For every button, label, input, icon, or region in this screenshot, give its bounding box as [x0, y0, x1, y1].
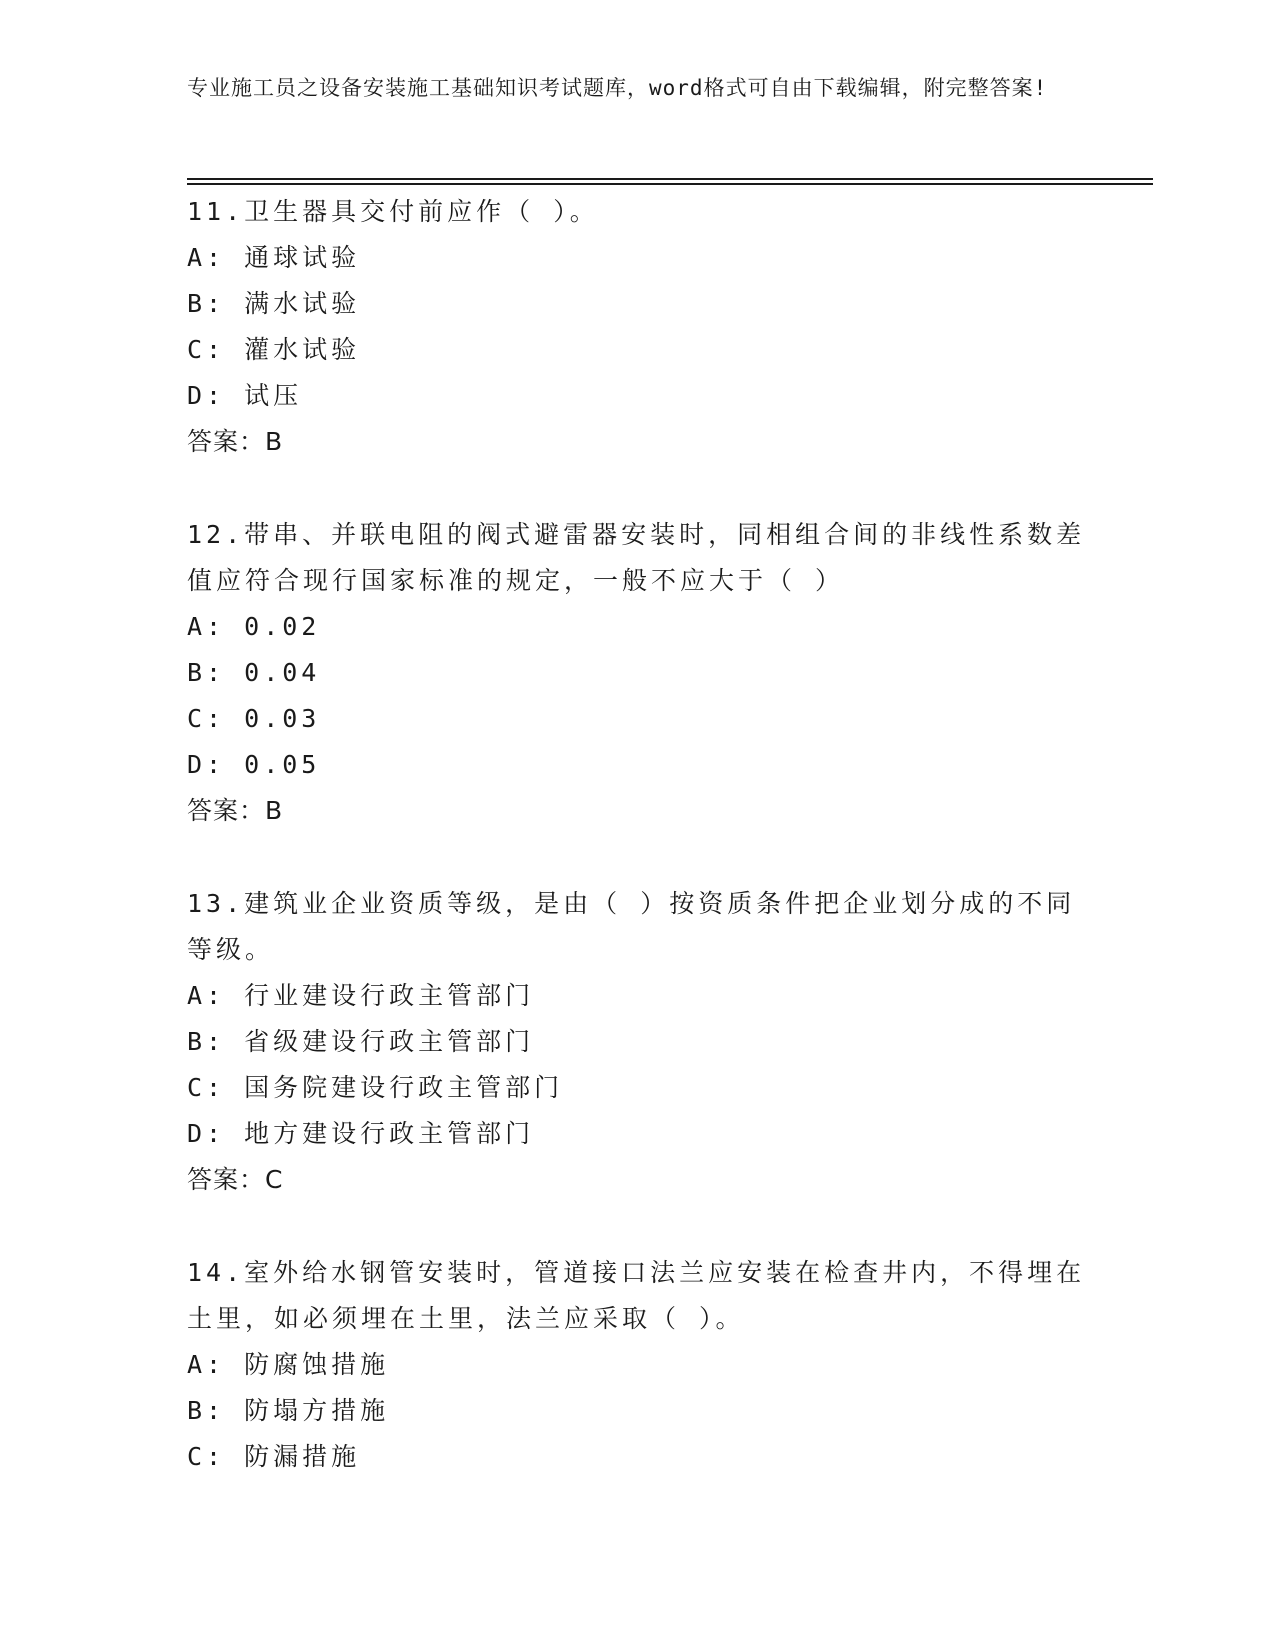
- document-header-note: 专业施工员之设备安装施工基础知识考试题库，word格式可自由下载编辑，附完整答案!: [187, 76, 1048, 100]
- option-b: B: 防塌方措施: [187, 1396, 390, 1425]
- answer-line: 答案：C: [187, 1165, 284, 1194]
- option-c: C: 防漏措施: [187, 1442, 361, 1471]
- option-d: D: 地方建设行政主管部门: [187, 1119, 535, 1148]
- answer-line: 答案：B: [187, 427, 284, 456]
- question-13: [187, 881, 1087, 1203]
- question-stem: 13.建筑业企业资质等级，是由（ ）按资质条件把企业划分成的不同等级。: [187, 889, 1076, 964]
- question-12: [187, 512, 1087, 834]
- header-divider-top: [187, 178, 1153, 180]
- question-spacer: [187, 1203, 1087, 1250]
- option-b: B: 满水试验: [187, 289, 361, 318]
- question-11: [187, 189, 1087, 465]
- question-spacer: [187, 465, 1087, 512]
- option-c: C: 灌水试验: [187, 335, 361, 364]
- option-a: A: 0.02: [187, 612, 321, 641]
- question-stem: 11.卫生器具交付前应作（ ）。: [187, 197, 599, 226]
- question-14: [187, 1250, 1087, 1480]
- header-divider-bottom: [187, 183, 1153, 185]
- question-stem: 14.室外给水钢管安装时，管道接口法兰应安装在检查井内，不得埋在土里，如必须埋在土里，法兰应采取（ ）。: [187, 1258, 1086, 1333]
- option-b: B: 省级建设行政主管部门: [187, 1027, 535, 1056]
- option-a: A: 通球试验: [187, 243, 361, 272]
- question-list: [187, 189, 1087, 1480]
- answer-line: 答案：B: [187, 796, 284, 825]
- question-spacer: [187, 834, 1087, 881]
- option-c: C: 0.03: [187, 704, 321, 733]
- option-d: D: 试压: [187, 381, 303, 410]
- option-c: C: 国务院建设行政主管部门: [187, 1073, 564, 1102]
- option-a: A: 行业建设行政主管部门: [187, 981, 535, 1010]
- option-d: D: 0.05: [187, 750, 321, 779]
- option-a: A: 防腐蚀措施: [187, 1350, 390, 1379]
- question-stem: 12.带串、并联电阻的阀式避雷器安装时，同相组合间的非线性系数差值应符合现行国家标准的规定，一般不应大于（ ）: [187, 520, 1086, 595]
- option-b: B: 0.04: [187, 658, 321, 687]
